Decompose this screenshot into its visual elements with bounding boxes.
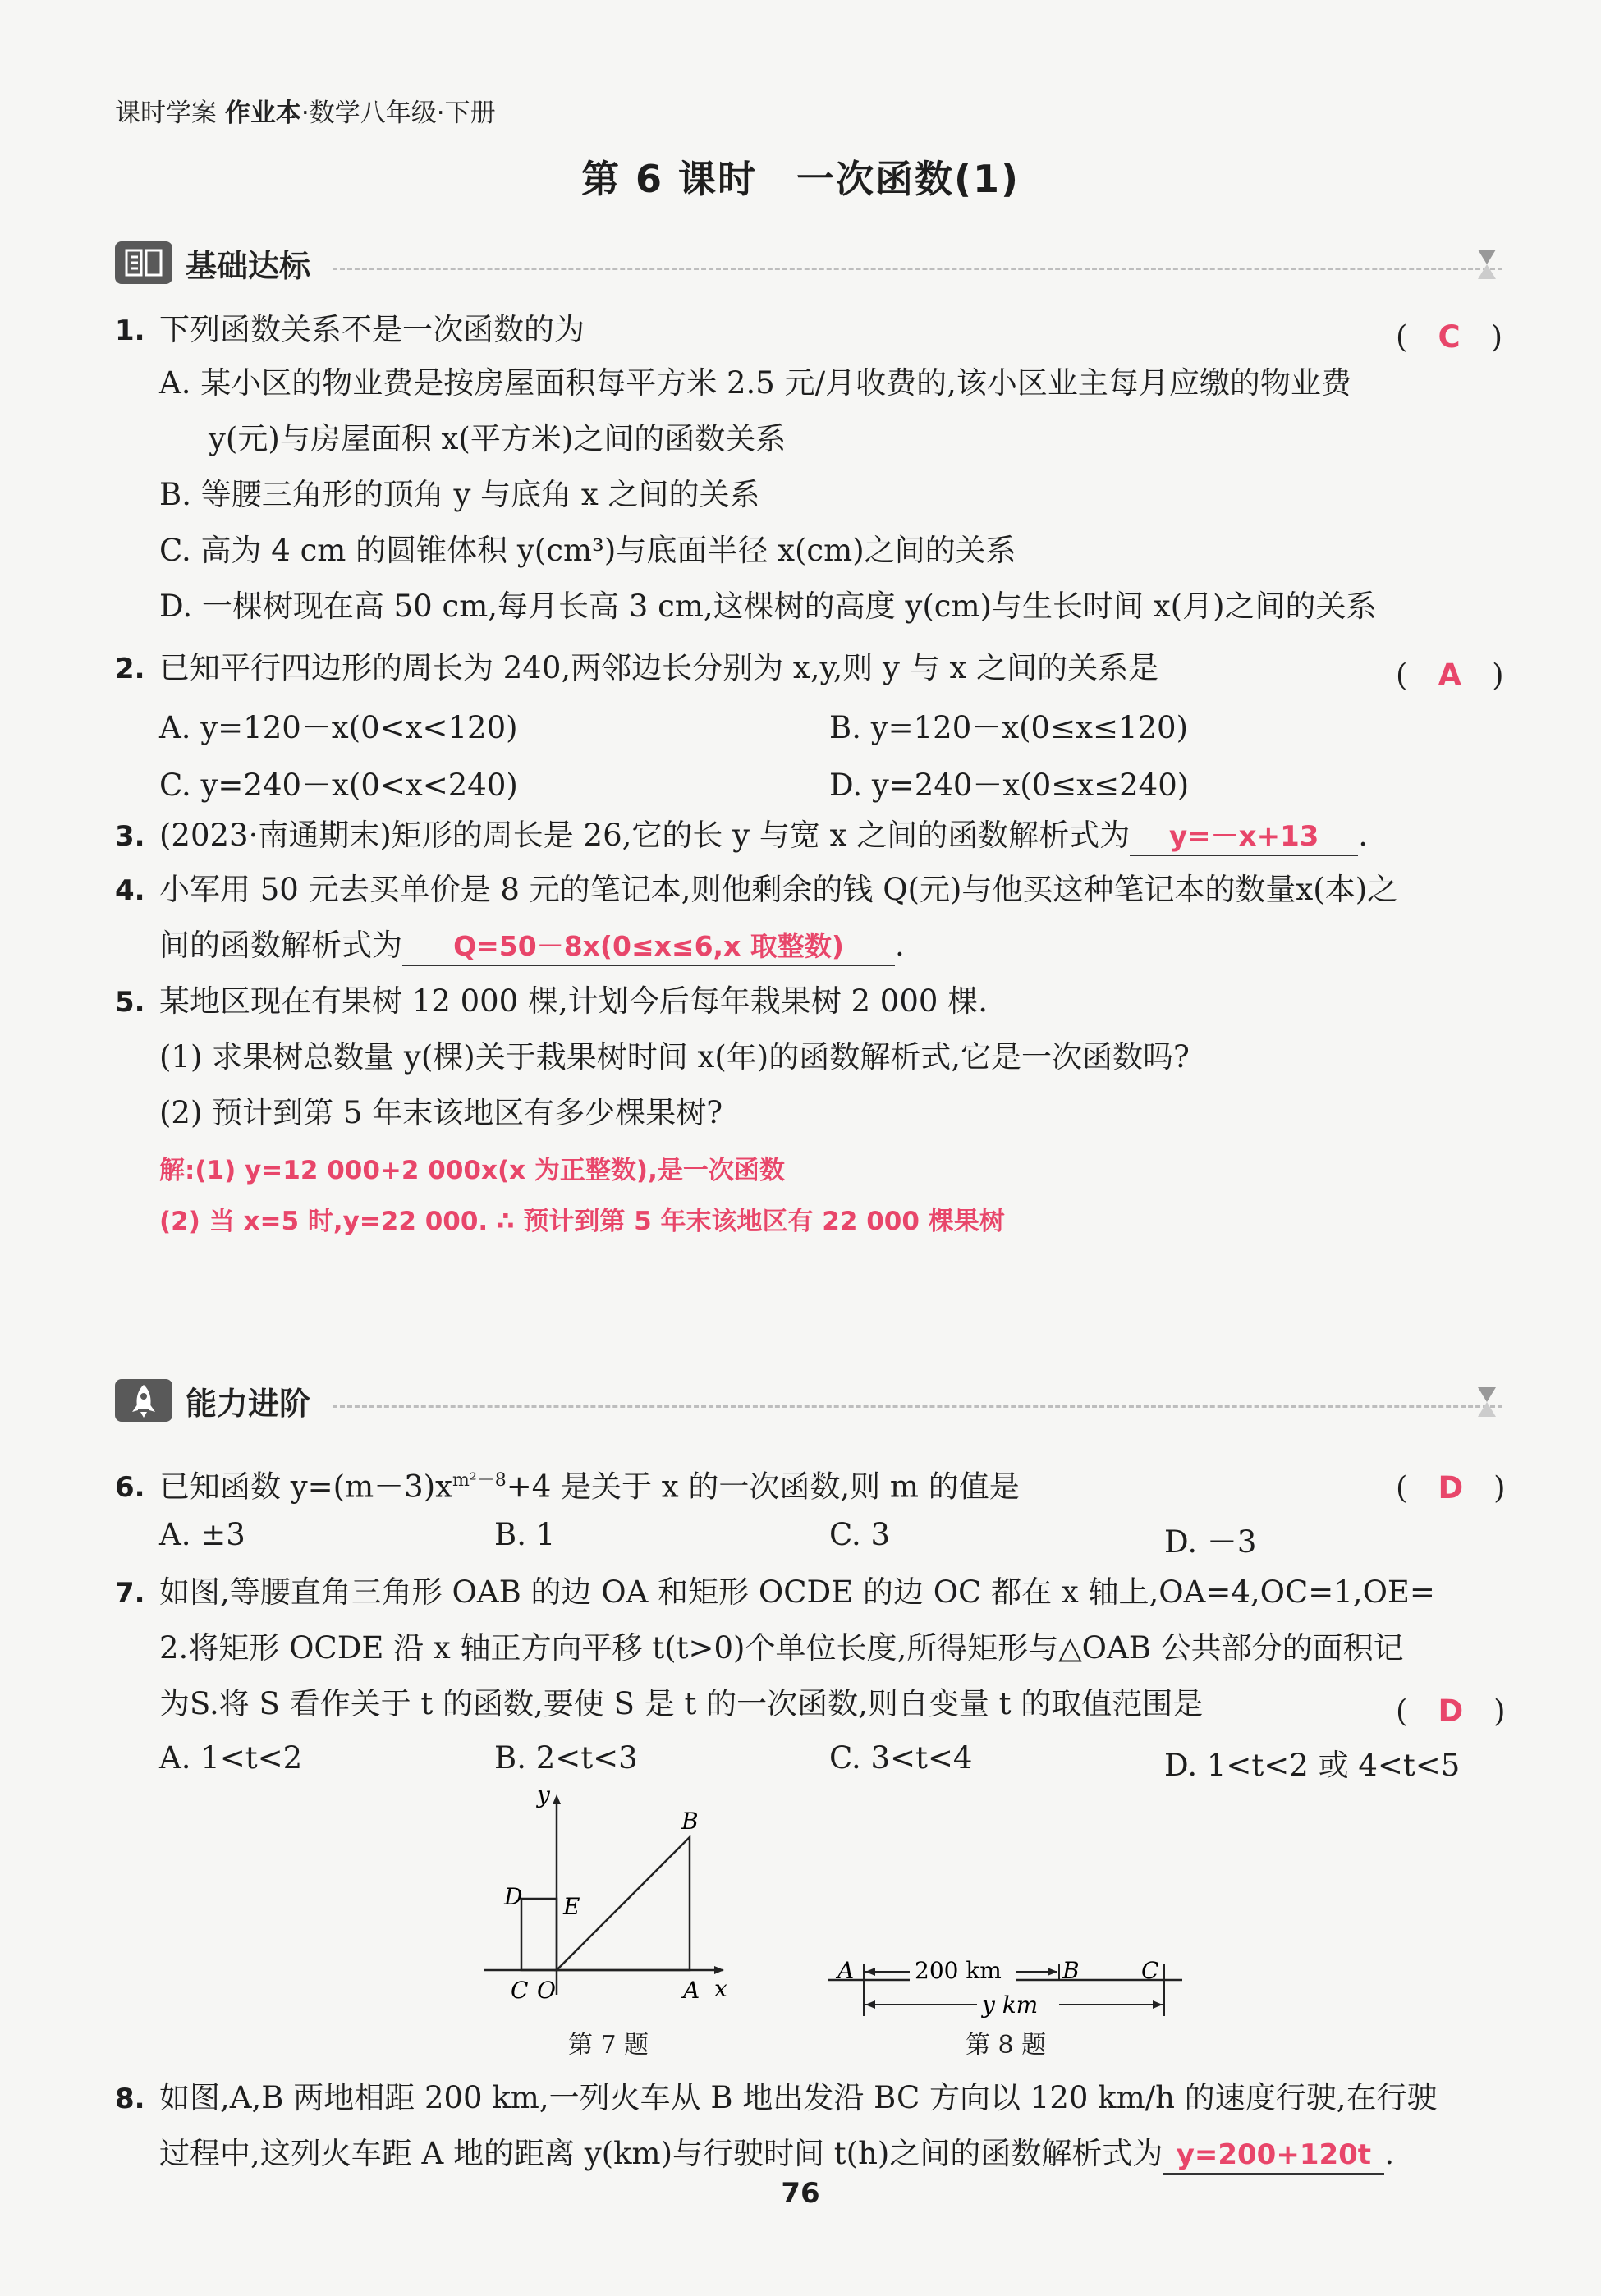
question-2-stem: 2. 已知平行四边形的周长为 240,两邻边长分别为 x,y,则 y 与 x 之间的关系是 (115, 645, 1158, 692)
header-book: 作业本 (224, 99, 301, 128)
section-title-advanced: 能力进阶 (186, 1385, 311, 1422)
fill-blank: y=200+120t (1163, 2137, 1384, 2175)
label-A: A (837, 1957, 855, 1984)
label-B: B (1062, 1957, 1080, 1984)
fill-blank: Q=50－8x(0≤x≤6,x 取整数) (402, 928, 895, 966)
question-7-line1: 7. 如图,等腰直角三角形 OAB 的边 OA 和矩形 OCDE 的边 OC 都在 x 轴上,OA=4,OC=1,OE= (115, 1570, 1435, 1616)
q2-option-c: C. y=240－x(0<x<240) (159, 768, 518, 803)
rocket-icon (115, 1379, 172, 1422)
page-number: 76 (781, 2177, 820, 2210)
section-divider (333, 1405, 1502, 1408)
q1-option-b: B. 等腰三角形的顶角 y 与底角 x 之间的关系 (159, 477, 760, 512)
question-5-part-2: (2) 预计到第 5 年末该地区有多少棵果树? (159, 1095, 723, 1130)
q1-option-d: D. 一棵树现在高 50 cm,每月长高 3 cm,这棵树的高度 y(cm)与生长时间 x(月)之间的关系 (159, 589, 1377, 624)
q6-option-c: C. 3 (829, 1517, 891, 1552)
question-1-answer-box: ( C ) (1396, 319, 1503, 355)
q7-option-a: A. 1<t<2 (159, 1740, 303, 1776)
label-ydist: y km (982, 1991, 1039, 2019)
label-A: A (683, 1977, 700, 2004)
label-dist: 200 km (915, 1957, 1002, 1984)
page-title: 第 6 课时 一次函数(1) (580, 157, 1021, 201)
question-number: 5. (115, 986, 145, 1019)
question-5-part-1: (1) 求果树总数量 y(棵)关于栽果树时间 x(年)的函数解析式,它是一次函数吗? (159, 1039, 1190, 1075)
hourglass-icon (1471, 1384, 1502, 1420)
section-header-basic (115, 240, 1502, 286)
hourglass-icon (1471, 246, 1502, 282)
label-y: y (537, 1781, 550, 1808)
question-1-stem: 1. 下列函数关系不是一次函数的为 (115, 307, 585, 354)
q1-option-a-line2: y(元)与房屋面积 x(平方米)之间的函数关系 (209, 421, 787, 456)
q7-option-c: C. 3<t<4 (829, 1740, 973, 1776)
section-title-basic: 基础达标 (186, 247, 311, 284)
question-number: 4. (115, 874, 145, 907)
section-divider (333, 268, 1502, 270)
question-6-answer-box: ( D ) (1396, 1470, 1506, 1505)
question-7-line2: 2.将矩形 OCDE 沿 x 轴正方向平移 t(t>0)个单位长度,所得矩形与△OAB 公共部分的面积记 (159, 1630, 1404, 1666)
q2-option-a: A. y=120－x(0<x<120) (159, 710, 518, 745)
q6-option-a: A. ±3 (159, 1517, 245, 1552)
answer-choice: D (1438, 1470, 1464, 1505)
figure-8 (821, 1945, 1199, 2036)
answer-choice: D (1438, 1693, 1464, 1729)
label-x: x (714, 1975, 727, 2002)
question-number: 7. (115, 1577, 145, 1610)
question-number: 1. (115, 314, 145, 347)
book-header (115, 92, 496, 129)
figure-7-caption: 第 7 题 (568, 2031, 649, 2060)
q1-option-c: C. 高为 4 cm 的圆锥体积 y(cm³)与底面半径 x(cm)之间的关系 (159, 533, 1016, 568)
question-4-line1: 4. 小军用 50 元去买单价是 8 元的笔记本,则他剩余的钱 Q(元)与他买这种笔记本的数量x(本)之 (115, 867, 1397, 914)
question-7-answer-box: ( D ) (1396, 1693, 1506, 1729)
q1-option-a-line1: A. 某小区的物业费是按房屋面积每平方米 2.5 元/月收费的,该小区业主每月应缴的物业费 (159, 365, 1351, 401)
question-number: 6. (115, 1471, 145, 1505)
section-header-advanced (115, 1377, 1502, 1423)
q6-option-d: D. －3 (1164, 1524, 1257, 1560)
q2-option-b: B. y=120－x(0≤x≤120) (829, 710, 1189, 745)
question-7-line3: 为S.将 S 看作关于 t 的函数,要使 S 是 t 的一次函数,则自变量 t 的取值范围是 (159, 1686, 1204, 1721)
label-D: D (504, 1883, 523, 1910)
q7-option-d: D. 1<t<2 或 4<t<5 (1164, 1748, 1461, 1783)
question-number: 8. (115, 2083, 145, 2115)
question-6-stem: 6. 已知函数 $y=(m-3)x^{m^2-8}+4$ 是关于 x 的一次函数,则 m 的值是 (115, 1458, 1020, 1510)
question-3-stem: 3. (2023·南通期末)矩形的周长是 26,它的长 y 与宽 x 之间的函数解析式为 y=－x+13 . (115, 813, 1368, 859)
label-B: B (681, 1808, 699, 1835)
question-2-answer-box: ( A ) (1396, 658, 1504, 693)
question-number: 2. (115, 653, 145, 685)
rectangle-ocde (521, 1899, 557, 1970)
label-E: E (563, 1893, 580, 1920)
header-subject: ·数学八年级·下册 (300, 99, 496, 128)
book-icon (115, 241, 172, 284)
q2-option-d: D. y=240－x(0≤x≤240) (829, 768, 1190, 803)
question-5-stem: 5. 某地区现在有果树 12 000 棵,计划今后每年栽果树 2 000 棵. (115, 978, 988, 1025)
label-O: O (537, 1977, 556, 2004)
answer-choice: A (1438, 658, 1462, 693)
exponent: m²－8 (452, 1470, 507, 1491)
figure-7 (468, 1781, 747, 2028)
label-C: C (1141, 1957, 1159, 1984)
question-4-line2: 间的函数解析式为 Q=50－8x(0≤x≤6,x 取整数) . (159, 923, 905, 969)
header-series: 课时学案 (115, 99, 217, 128)
question-5-solution-1: 解:(1) y=12 000+2 000x(x 为正整数),是一次函数 (159, 1156, 785, 1185)
question-number: 3. (115, 820, 145, 853)
fill-blank: y=－x+13 (1130, 818, 1358, 856)
q7-option-b: B. 2<t<3 (494, 1740, 638, 1776)
q6-option-b: B. 1 (494, 1517, 556, 1552)
figure-8-caption: 第 8 题 (966, 2031, 1047, 2060)
question-5-solution-2: (2) 当 x=5 时,y=22 000. ∴ 预计到第 5 年末该地区有 22 000 棵果树 (159, 1207, 1005, 1236)
question-8-line2: 过程中,这列火车距 A 地的距离 y(km)与行驶时间 t(h)之间的函数解析式为 y=200+120t . (159, 2131, 1394, 2177)
question-8-line1: 8. 如图,A,B 两地相距 200 km,一列火车从 B 地出发沿 BC 方向以 120 km/h 的速度行驶,在行驶 (115, 2075, 1438, 2122)
label-C: C (511, 1977, 529, 2004)
answer-choice: C (1438, 319, 1461, 355)
